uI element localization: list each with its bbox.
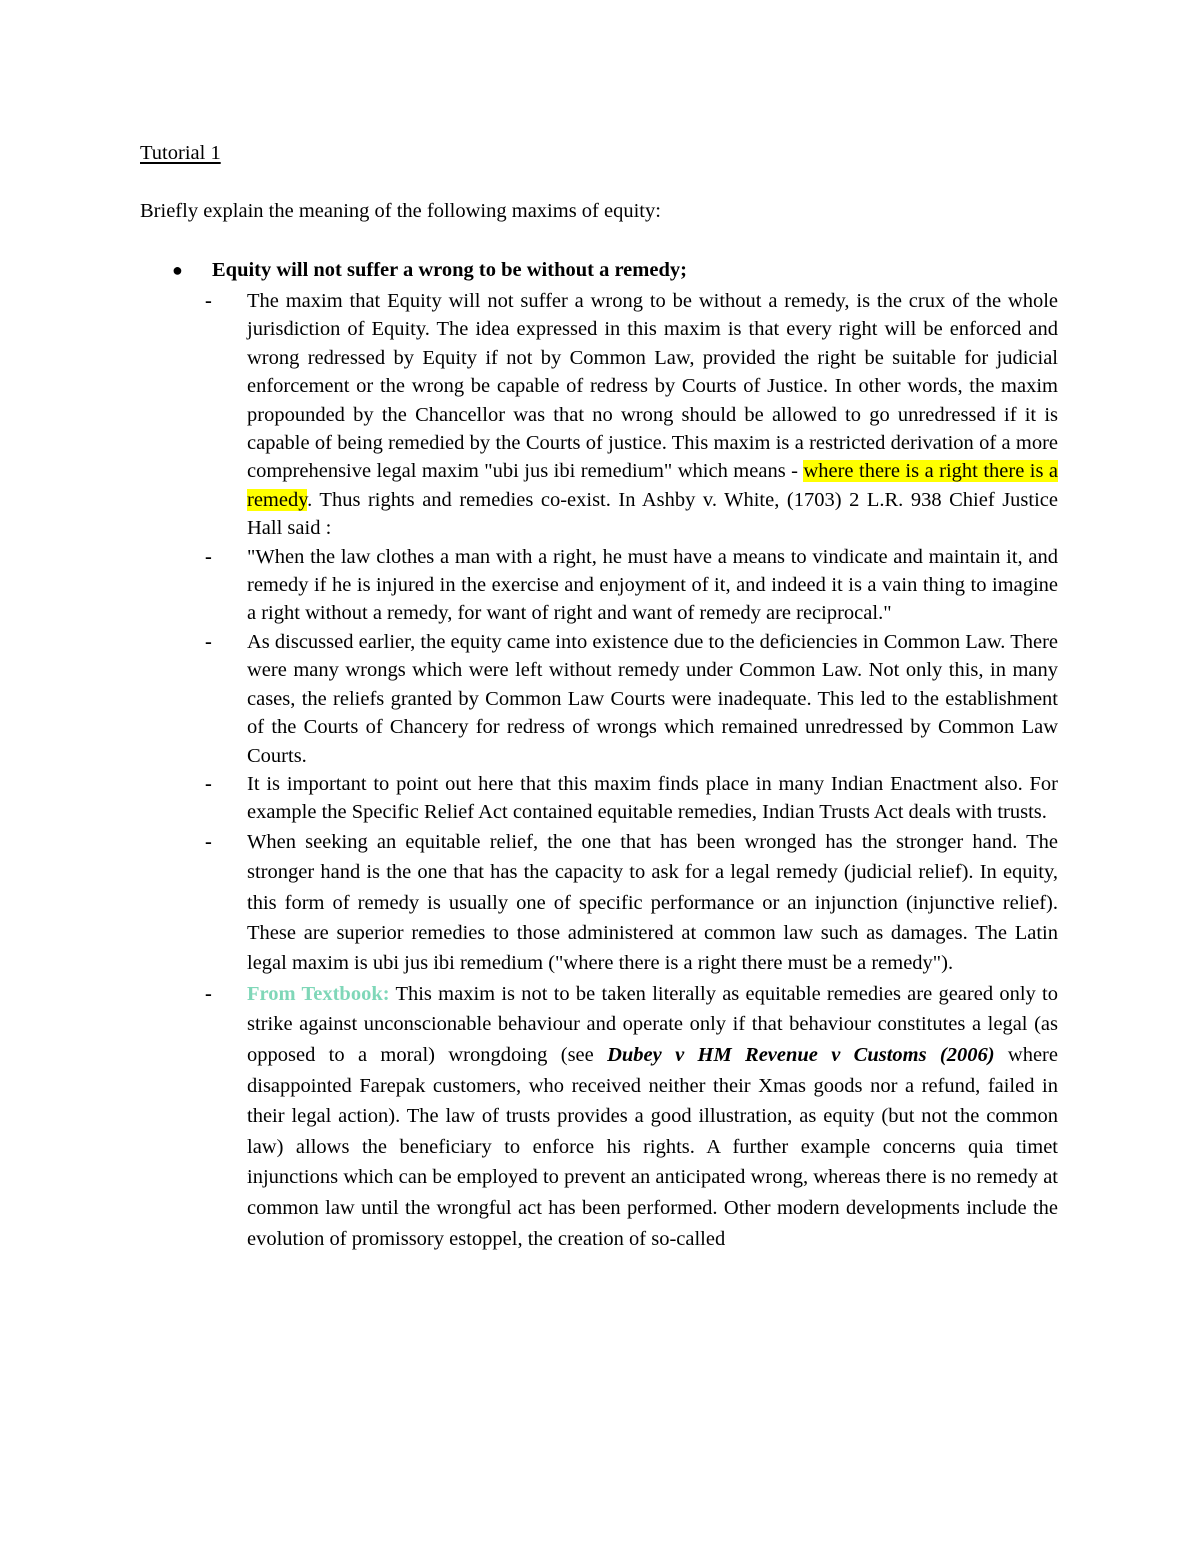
dash-icon: - — [205, 830, 212, 853]
tutorial-title: Tutorial 1 — [140, 142, 221, 164]
item-text: The maxim that Equity will not suffer a wrong to be without a remedy, is the crux of the whole jurisdiction of Equity. The idea expressed in this maxim is that every right will be enforced and wrong redressed by Equity if not by Common Law, provided the right be suitable for judicial enforcement or the wrong be capable of redress by Courts of Justice. In other words, the maxim propounded by the Chancellor was that no wrong should be allowed to go unredressed if it is capable of being remedied by the Courts of justice. This maxim is a restricted derivation of a more comprehensive legal maxim "ubi jus ibi remedium" which means - — [247, 290, 1058, 483]
list-item — [205, 543, 1058, 628]
item-text: "When the law clothes a man with a right, he must have a means to vindicate and maintain it, and remedy if he is injured in the exercise and enjoyment of it, and indeed it is a vain thing to imagine a right without a remedy, for want of right and want of remedy are reciprocal." — [247, 545, 1058, 625]
question-prompt: Briefly explain the meaning of the following maxims of equity: — [140, 200, 661, 222]
dash-icon: - — [205, 630, 212, 653]
item-text: This maxim is not to be taken literally as equitable remedies are geared only to strike against unconscionable behaviour and operate only if that behaviour constitutes a legal (as opposed to a moral) wrongdoing (see — [247, 982, 1058, 1066]
item-text: . Thus rights and remedies co-exist. In Ashby v. White, (1703) 2 L.R. 938 Chief Justice Hall said : — [247, 488, 1058, 540]
dash-icon: - — [205, 982, 212, 1005]
item-text: When seeking an equitable relief, the one that has been wronged has the stronger hand. The stronger hand is the one that has the capacity to ask for a legal remedy (judicial relief). In equity, this form of remedy is usually one of specific performance or an injunction (injunctive relief). These are superior remedies to those administered at common law such as damages. The Latin legal maxim is ubi jus ibi remedium ("where there is a right there must be a remedy"). — [247, 830, 1058, 975]
dash-icon: - — [205, 772, 212, 795]
list-item — [205, 628, 1058, 770]
maxim-heading: Equity will not suffer a wrong to be without a remedy; — [212, 259, 687, 281]
dash-icon: - — [205, 545, 212, 568]
list-item — [205, 979, 1058, 1254]
highlighted-text: where there is a right there is a remedy — [247, 460, 1059, 511]
case-citation: Dubey v HM Revenue v Customs (2006) — [607, 1043, 995, 1066]
textbook-label: From Textbook: — [247, 982, 390, 1005]
list-item — [205, 770, 1058, 827]
item-text: It is important to point out here that this maxim finds place in many Indian Enactment also. For example the Specific Relief Act contained equitable remedies, Indian Trusts Act deals with trusts. — [247, 772, 1058, 824]
list-item — [205, 287, 1058, 543]
item-text: As discussed earlier, the equity came into existence due to the deficiencies in Common Law. There were many wrongs which were left without remedy under Common Law. Not only this, in many cases, the reliefs granted by Common Law Courts were inadequate. This led to the establishment of the Courts of Chancery for redress of wrongs which remained unredressed by Common Law Courts. — [247, 630, 1058, 767]
explanation-list — [205, 287, 1058, 1254]
list-item — [205, 827, 1058, 979]
item-text: where disappointed Farepak customers, who received neither their Xmas goods nor a refund, failed in their legal action). The law of trusts provides a good illustration, as equity (but not the common law) allows the beneficiary to enforce his rights. A further example concerns quia timet injunctions which can be employed to prevent an anticipated wrong, whereas there is no remedy at common law until the wrongful act has been performed. Other modern developments include the evolution of promissory estoppel, the creation of so-called — [247, 1043, 1058, 1250]
bullet-icon: ● — [172, 260, 183, 280]
dash-icon: - — [205, 290, 212, 312]
